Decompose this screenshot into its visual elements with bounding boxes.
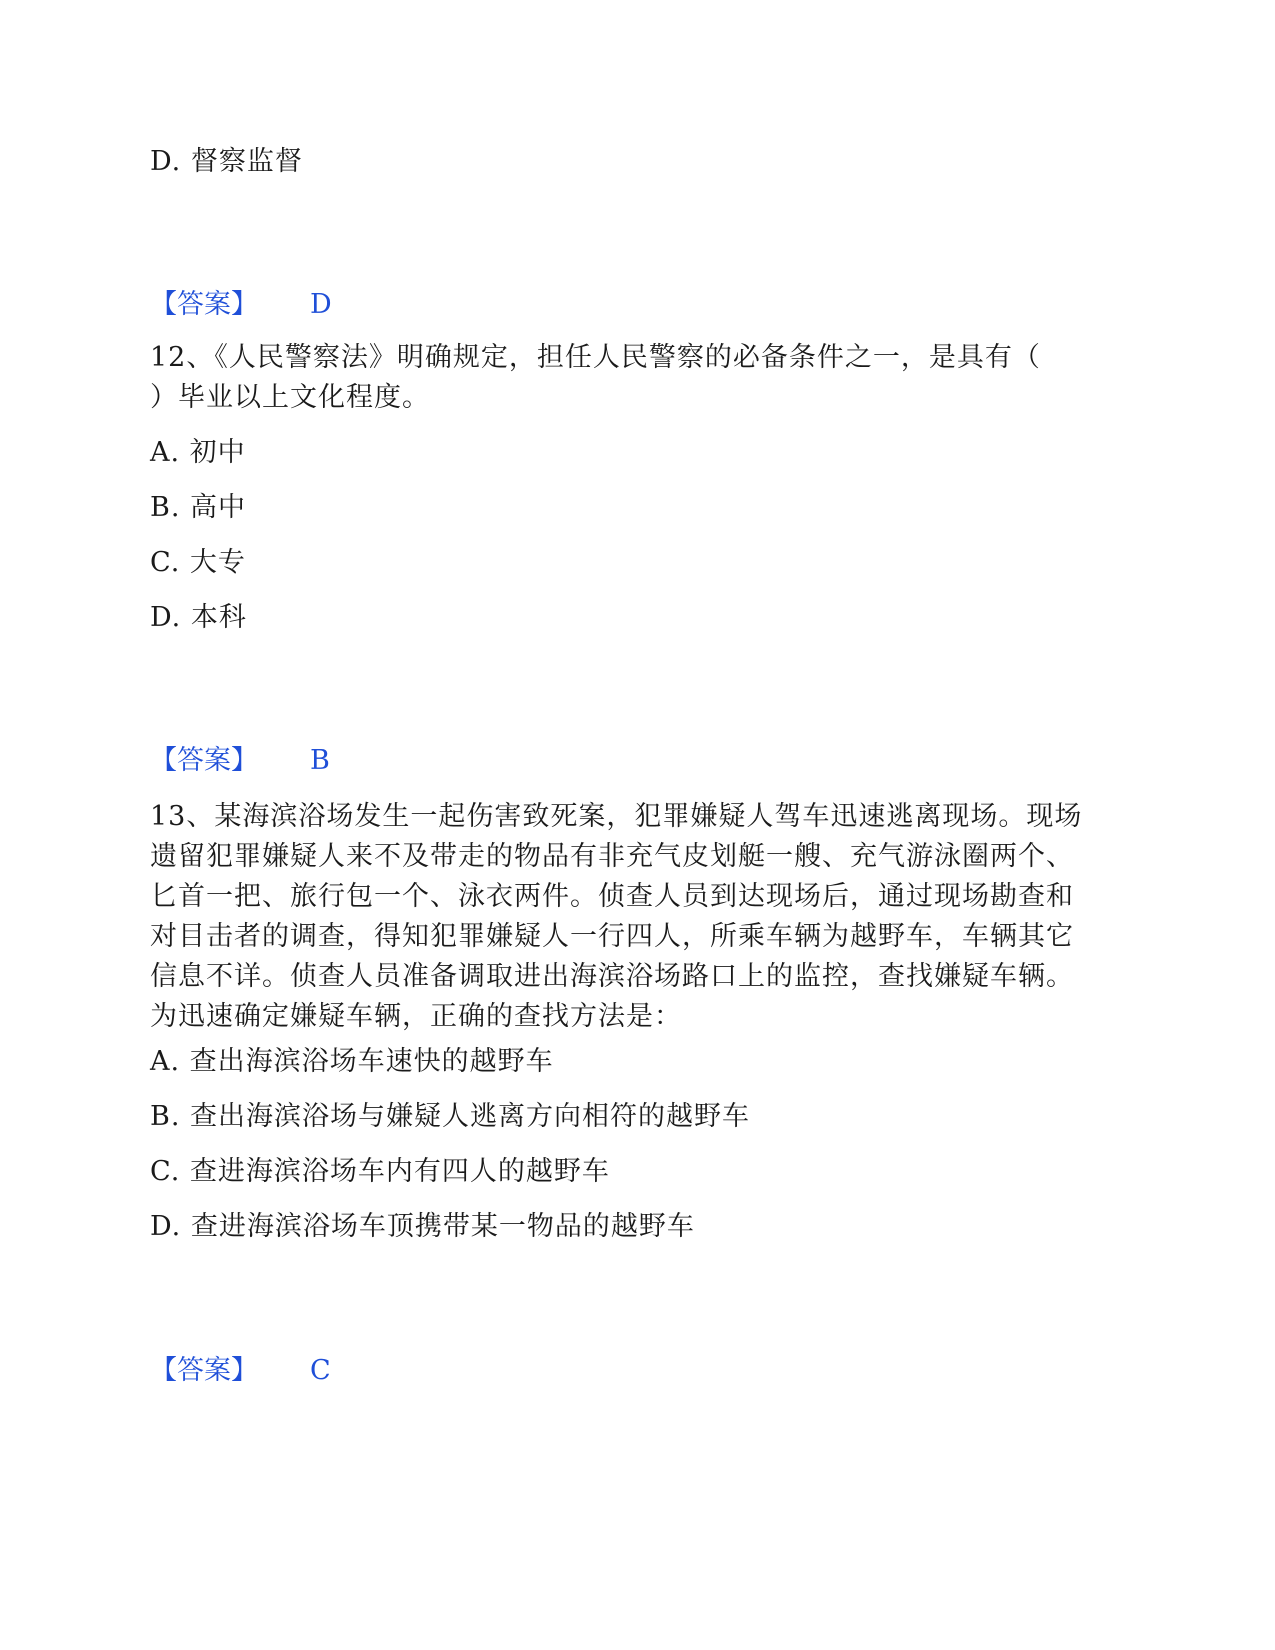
q13-answer [150, 1351, 331, 1391]
q13-option-d: D. 查进海滨浴场车顶携带某一物品的越野车 [150, 1211, 695, 1242]
answer-label: 【答案】 [150, 1355, 258, 1386]
question-line: 对目击者的调查，得知犯罪嫌疑人一行四人，所乘车辆为越野车，车辆其它 [150, 921, 1074, 952]
q13-option-b: B. 查出海滨浴场与嫌疑人逃离方向相符的越野车 [150, 1101, 751, 1132]
question-12-text [150, 338, 1130, 418]
question-line: 12、《人民警察法》明确规定，担任人民警察的必备条件之一，是具有（ [150, 342, 1041, 373]
q12-option-a: A. 初中 [150, 437, 246, 468]
answer-value: C [310, 1355, 331, 1386]
question-line: 为迅速确定嫌疑车辆，正确的查找方法是： [150, 1001, 682, 1032]
answer-value: D [310, 289, 332, 320]
q12-option-b: B. 高中 [150, 492, 247, 523]
answer-label: 【答案】 [150, 745, 258, 776]
q13-option-a: A. 查出海滨浴场车速快的越野车 [150, 1046, 554, 1077]
prev-answer [150, 285, 332, 325]
q13-option-c: C. 查进海滨浴场车内有四人的越野车 [150, 1156, 610, 1187]
question-line: 信息不详。侦查人员准备调取进出海滨浴场路口上的监控，查找嫌疑车辆。 [150, 961, 1074, 992]
answer-value: B [310, 745, 330, 776]
question-line: 13、某海滨浴场发生一起伤害致死案，犯罪嫌疑人驾车迅速逃离现场。现场 [150, 801, 1083, 832]
question-13-text [150, 797, 1130, 1037]
answer-label: 【答案】 [150, 289, 258, 320]
q12-option-c: C. 大专 [150, 547, 246, 578]
question-line: ）毕业以上文化程度。 [150, 382, 430, 413]
q12-answer [150, 741, 330, 781]
prev-option-d: D. 督察监督 [150, 146, 303, 177]
question-line: 匕首一把、旅行包一个、泳衣两件。侦查人员到达现场后，通过现场勘查和 [150, 881, 1074, 912]
question-line: 遗留犯罪嫌疑人来不及带走的物品有非充气皮划艇一艘、充气游泳圈两个、 [150, 841, 1074, 872]
q12-option-d: D. 本科 [150, 602, 247, 633]
